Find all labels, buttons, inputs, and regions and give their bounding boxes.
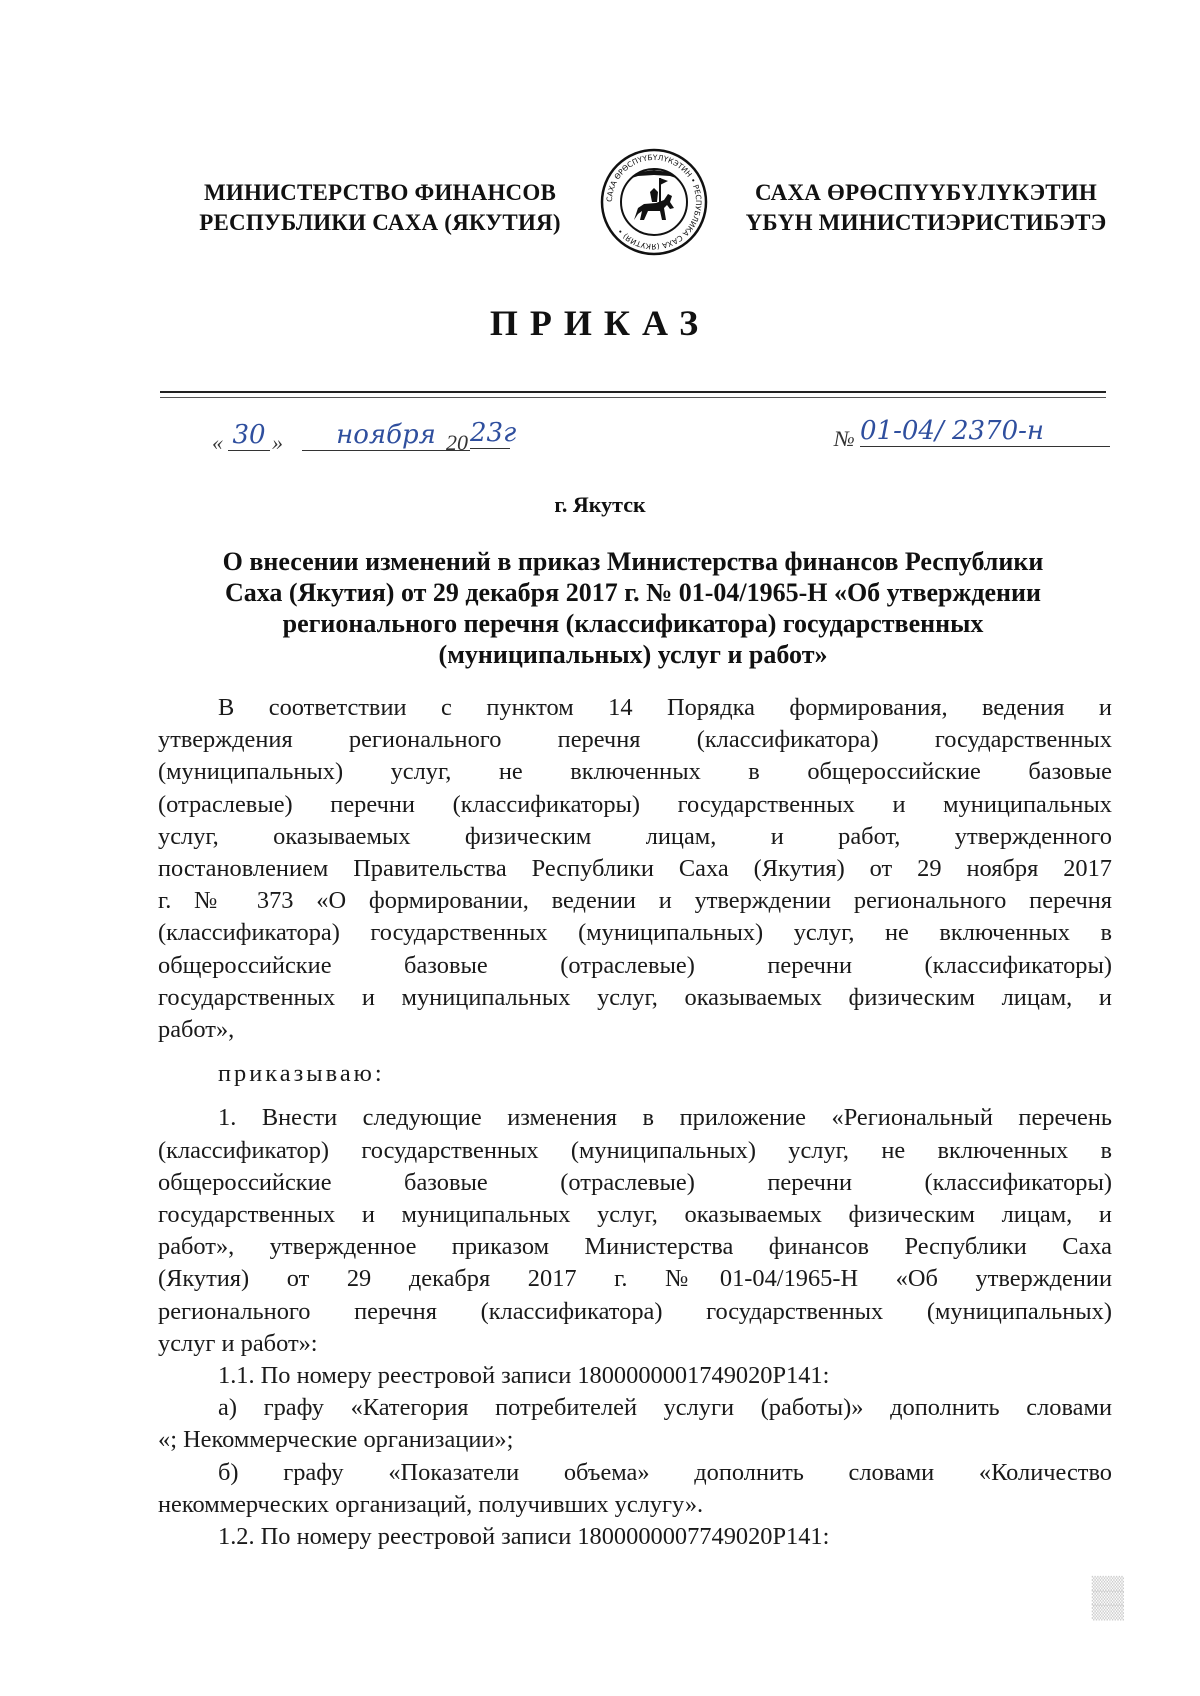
preamble-line: В соответствии с пунктом 14 Порядка формирования, ведения и — [218, 694, 1112, 721]
date-year-prefix: 20 — [446, 430, 468, 455]
item-1-line: общероссийские базовые (отраслевые) перечни (классификаторы) — [158, 1168, 1112, 1196]
org-name-sakha — [726, 178, 1126, 238]
decree-word: приказываю: — [218, 1060, 385, 1088]
item-1-line: услуг и работ»: — [158, 1329, 318, 1357]
preamble-line: услуг, оказываемых физическим лицам, и работ, утвержденного — [158, 822, 1112, 850]
preamble-line: постановлением Правительства Республики Саха (Якутия) от 29 ноября 2017 — [158, 855, 1112, 883]
item-1-1-a-line: а) графу «Категория потребителей услуги (работы)» дополнить словами — [218, 1394, 1112, 1422]
coat-of-arms-icon — [600, 148, 708, 256]
date-day-handwritten: 30 — [228, 420, 270, 451]
date-quote-close: » — [272, 430, 283, 455]
item-1-line: (Якутия) от 29 декабря 2017 г. №01-04/1965-Н «Об утверждении — [158, 1265, 1112, 1293]
subject-line: (муниципальных) услуг и работ» — [438, 640, 828, 669]
preamble-line: утверждения регионального перечня (классификатора) государственных — [158, 726, 1112, 754]
document-title: ПРИКАЗ — [489, 303, 711, 343]
order-subject — [160, 546, 1106, 670]
preamble-line: государственных и муниципальных услуг, оказываемых физическим лицам, и — [158, 983, 1112, 1011]
svg-text:САХА ӨРӨСПҮҮБҮЛҮКЭТИН • РЕСПУБ: САХА ӨРӨСПҮҮБҮЛҮКЭТИН • РЕСПУБЛИКА САХА (ЯКУТИЯ) • — [604, 152, 704, 252]
city: г. Якутск — [554, 492, 646, 517]
preamble-line: (классификатора) государственных (муниципальных) услуг, не включенных в — [158, 919, 1112, 947]
item-1-1-b-line: некоммерческих организаций, получивших услугу». — [158, 1490, 704, 1518]
header-rule — [160, 391, 1106, 393]
preamble-line: (отраслевые) перечни (классификаторы) государственных и муниципальных — [158, 790, 1112, 818]
item-1-line: 1. Внести следующие изменения в приложение «Региональный перечень — [218, 1104, 1112, 1132]
subject-line: регионального перечня (классификатора) государственных — [282, 609, 984, 638]
preamble-line: общероссийские базовые (отраслевые) перечни (классификаторы) — [158, 951, 1112, 979]
item-1-1-a-line: «; Некоммерческие организации»; — [158, 1426, 514, 1454]
date-quote-open: « — [212, 430, 223, 455]
date-year-handwritten: 23г — [470, 418, 517, 448]
item-1-1-b-line: б) графу «Показатели объема» дополнить словами «Количество — [218, 1458, 1112, 1486]
item-1-line: работ», утвержденное приказом Министерства финансов Республики Саха — [158, 1233, 1112, 1261]
subject-line: Саха (Якутия) от 29 декабря 2017 г. № 01-04/1965-Н «Об утверждении — [225, 578, 1041, 607]
preamble-line: г. № 373 «О формировании, ведении и утверждении регионального перечня — [158, 887, 1112, 915]
item-1-line: государственных и муниципальных услуг, оказываемых физическим лицам, и — [158, 1201, 1112, 1229]
org-ru-line-2: РЕСПУБЛИКИ САХА (ЯКУТИЯ) — [199, 210, 561, 235]
org-sah-line-2: ҮБҮН МИНИСТИЭРИСТИБЭТЭ — [745, 210, 1107, 235]
number-sign: № — [834, 426, 855, 451]
item-1-2: 1.2. По номеру реестровой записи 1800000007749020Р141: — [218, 1523, 830, 1551]
order-number-handwritten: 01-04/ 2370-н — [860, 416, 1110, 447]
item-1-1: 1.1. По номеру реестровой записи 1800000001749020Р141: — [218, 1362, 830, 1390]
subject-line: О внесении изменений в приказ Министерства финансов Республики — [222, 547, 1044, 576]
bleed-through-mark: ▒▒▒ ▒▒▒ ▒▒▒ — [1091, 1577, 1124, 1621]
order-number — [834, 416, 1124, 460]
org-sah-line-1: САХА ӨРӨСПҮҮБҮЛҮКЭТИН — [754, 180, 1098, 205]
org-ru-line-1: МИНИСТЕРСТВО ФИНАНСОВ — [203, 180, 556, 205]
item-1-line: регионального перечня (классификатора) государственных (муниципальных) — [158, 1297, 1112, 1325]
org-name-russian — [180, 178, 580, 238]
preamble-line: работ», — [158, 1016, 235, 1044]
order-body — [158, 692, 1112, 1553]
header-rule-thin — [160, 397, 1106, 398]
preamble-line: (муниципальных) услуг, не включенных в общероссийские базовые — [158, 758, 1112, 786]
item-1-line: (классификатор) государственных (муниципальных) услуг, не включенных в — [158, 1136, 1112, 1164]
date-month-handwritten: ноября — [302, 420, 470, 451]
